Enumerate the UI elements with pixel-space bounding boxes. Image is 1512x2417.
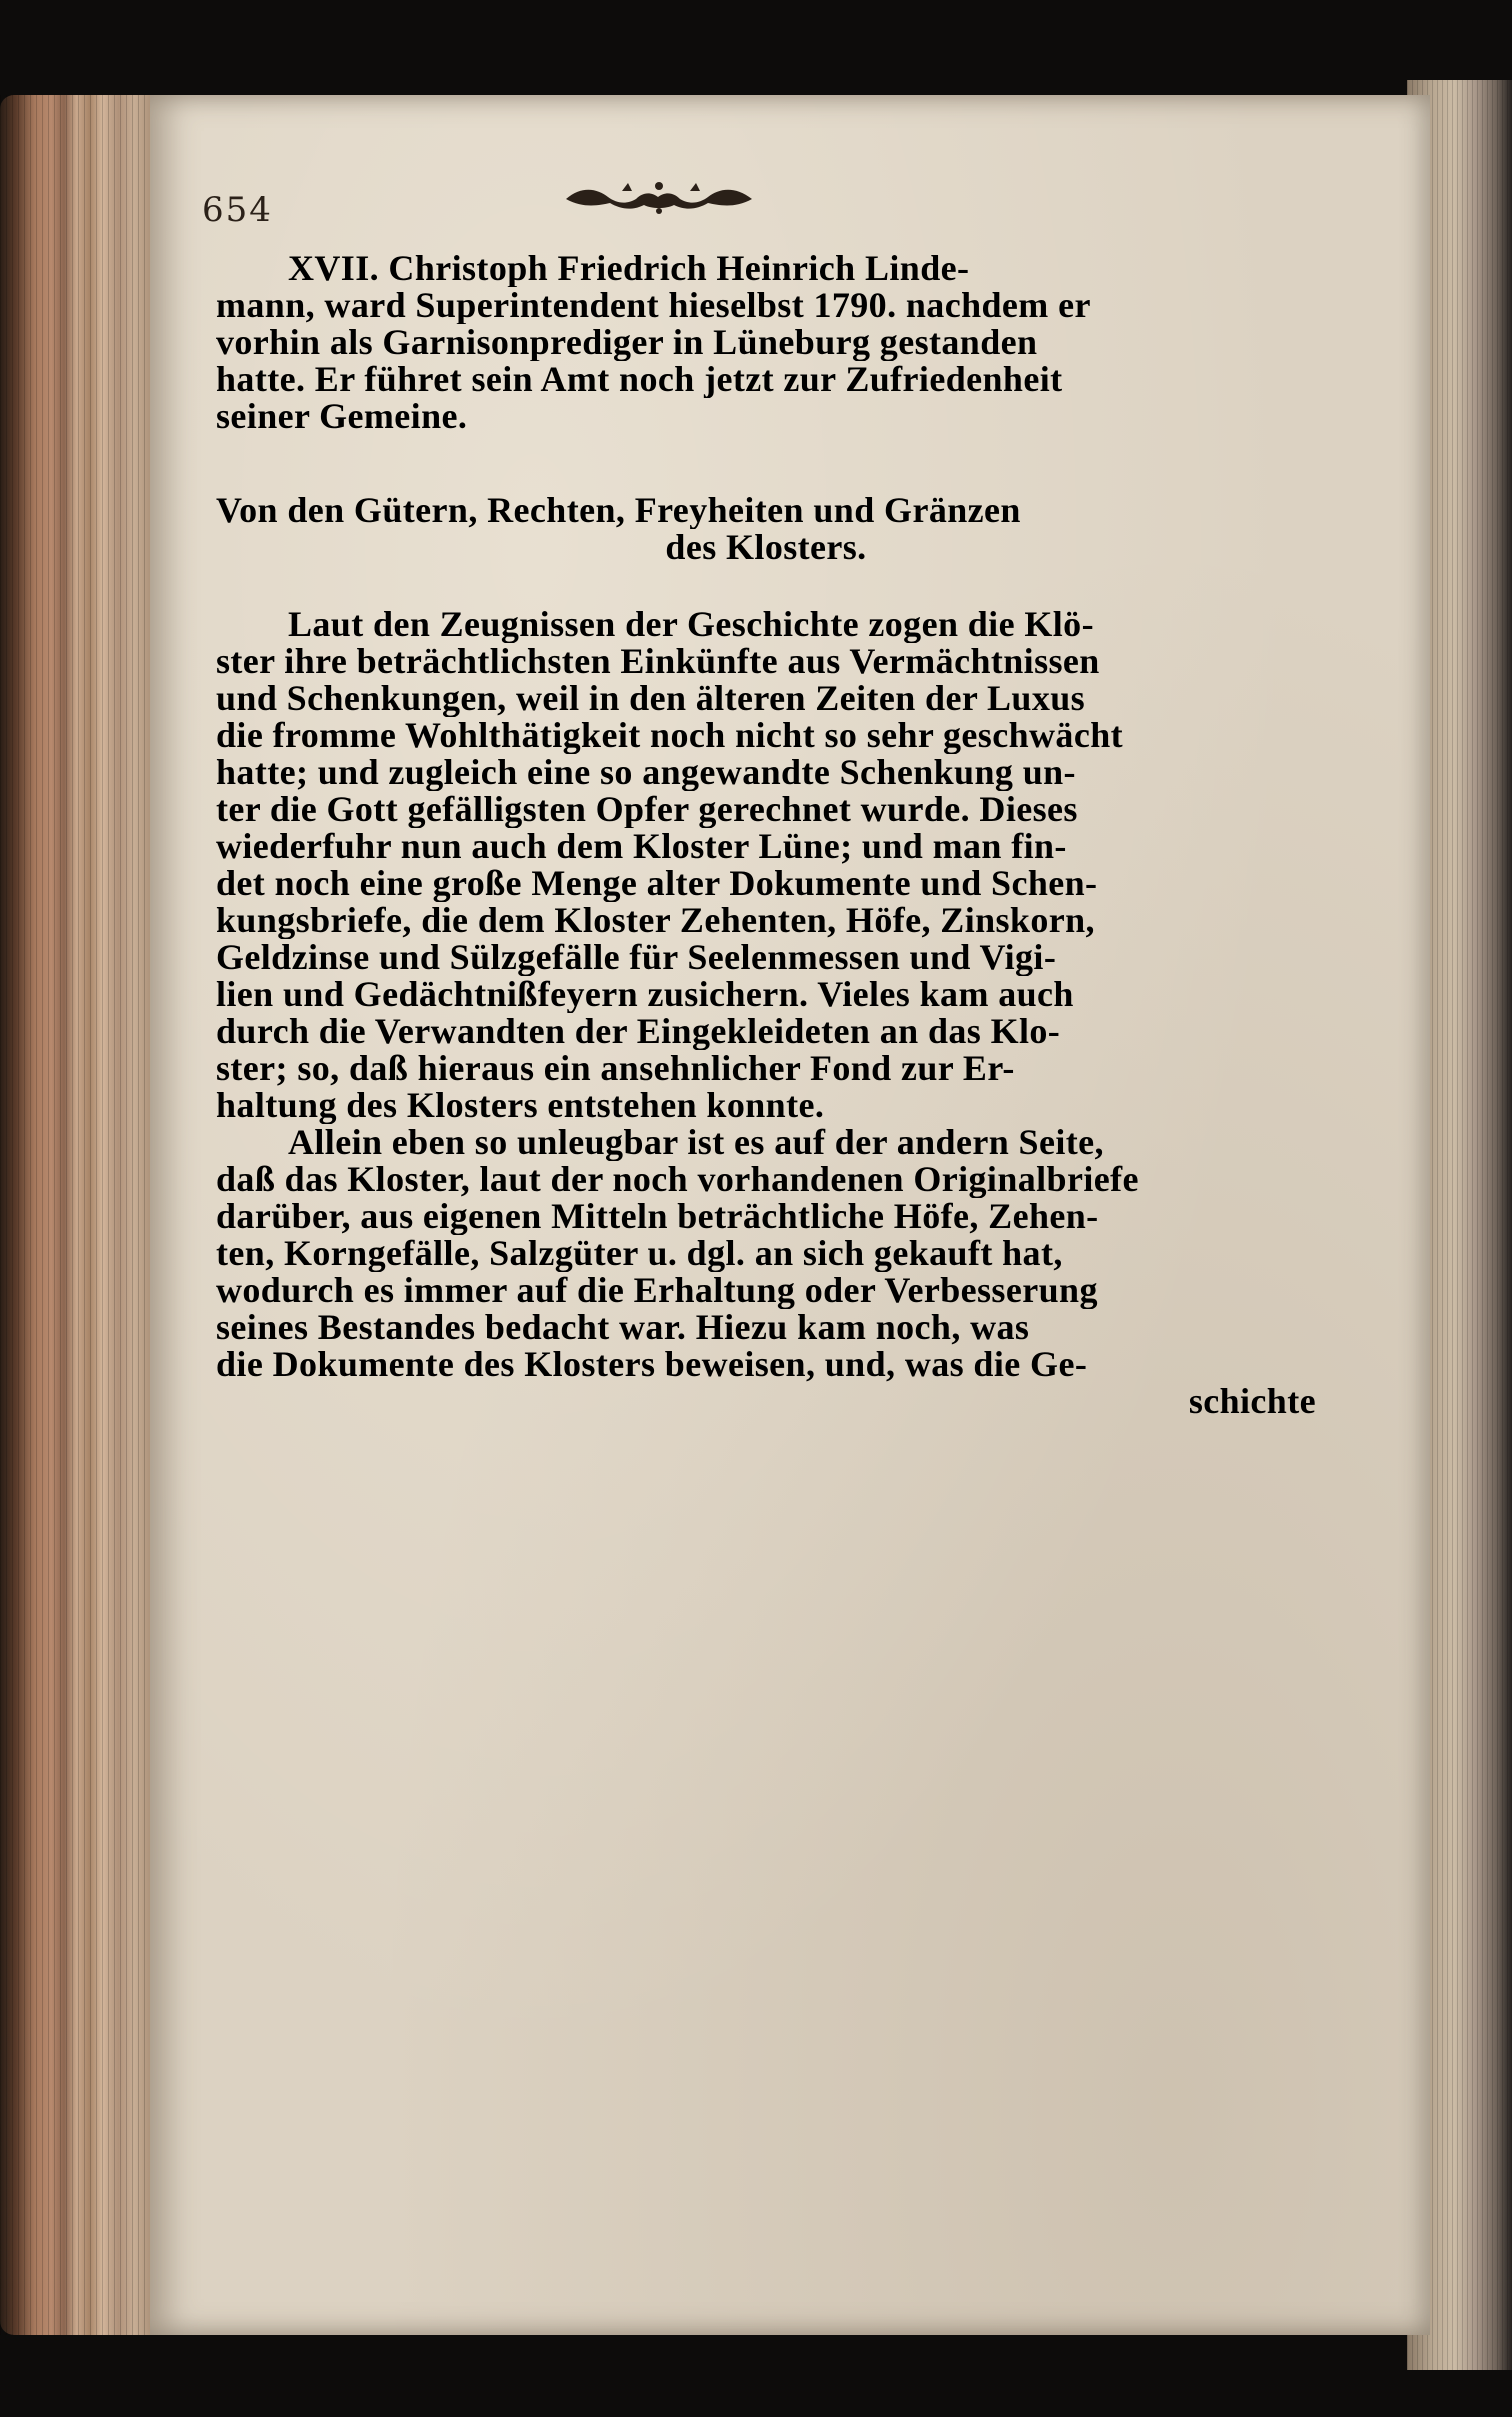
- text-line: mann, ward Superintendent hieselbst 1790. nachdem er: [216, 287, 1091, 324]
- text-line: vorhin als Garnisonprediger in Lüneburg gestanden: [216, 324, 1038, 361]
- text-line: lien und Gedächtnißfeyern zusichern. Vieles kam auch: [216, 976, 1074, 1013]
- text-line: ter die Gott gefälligsten Opfer gerechnet wurde. Dieses: [216, 791, 1078, 828]
- text-line: hatte. Er führet sein Amt noch jetzt zur Zufriedenheit: [216, 361, 1063, 398]
- text-line: hatte; und zugleich eine so angewandte Schenkung un-: [216, 754, 1076, 791]
- text-line: die Dokumente des Klosters beweisen, und, was die Ge-: [216, 1346, 1088, 1383]
- heading-line: Von den Gütern, Rechten, Freyheiten und Gränzen: [216, 492, 1021, 529]
- text-line: haltung des Klosters entstehen konnte.: [216, 1087, 825, 1124]
- text-line: wiederfuhr nun auch dem Kloster Lüne; und man fin-: [216, 828, 1067, 865]
- text-line: daß das Kloster, laut der noch vorhandenen Originalbriefe: [216, 1161, 1139, 1198]
- text-line: Geldzinse und Sülzgefälle für Seelenmessen und Vigi-: [216, 939, 1057, 976]
- text-line: seiner Gemeine.: [216, 398, 468, 435]
- section-heading: [216, 492, 1316, 566]
- text-line: kungsbriefe, die dem Kloster Zehenten, Höfe, Zinskorn,: [216, 902, 1095, 939]
- page-text: [216, 250, 1316, 1420]
- text-line: Allein eben so unleugbar ist es auf der andern Seite,: [288, 1124, 1104, 1161]
- paragraph-1: [216, 606, 1316, 1124]
- heading-line: des Klosters.: [665, 529, 867, 566]
- text-line: wodurch es immer auf die Erhaltung oder Verbesserung: [216, 1272, 1098, 1309]
- entry-xvii: [216, 250, 1316, 435]
- text-line: durch die Verwandten der Eingekleideten an das Klo-: [216, 1013, 1061, 1050]
- text-line: det noch eine große Menge alter Dokumente und Schen-: [216, 865, 1098, 902]
- text-line: Laut den Zeugnissen der Geschichte zogen die Klö-: [288, 606, 1094, 643]
- catchword: schichte: [1188, 1383, 1316, 1420]
- text-line: darüber, aus eigenen Mitteln beträchtliche Höfe, Zehen-: [216, 1198, 1099, 1235]
- text-line: seines Bestandes bedacht war. Hiezu kam noch, was: [216, 1309, 1030, 1346]
- text-line: ster; so, daß hieraus ein ansehnlicher Fond zur Er-: [216, 1050, 1015, 1087]
- text-line: die fromme Wohlthätigkeit noch nicht so sehr geschwächt: [216, 717, 1124, 754]
- text-line: ten, Korngefälle, Salzgüter u. dgl. an sich gekauft hat,: [216, 1235, 1063, 1272]
- page-number: 654: [202, 190, 273, 230]
- text-line: XVII. Christoph Friedrich Heinrich Linde-: [288, 250, 970, 287]
- paragraph-2: [216, 1124, 1316, 1420]
- decorative-ornament-icon: [562, 175, 757, 219]
- text-line: ster ihre beträchtlichsten Einkünfte aus Vermächtnissen: [216, 643, 1100, 680]
- text-line: und Schenkungen, weil in den älteren Zeiten der Luxus: [216, 680, 1086, 717]
- left-page-edges: [0, 95, 160, 2335]
